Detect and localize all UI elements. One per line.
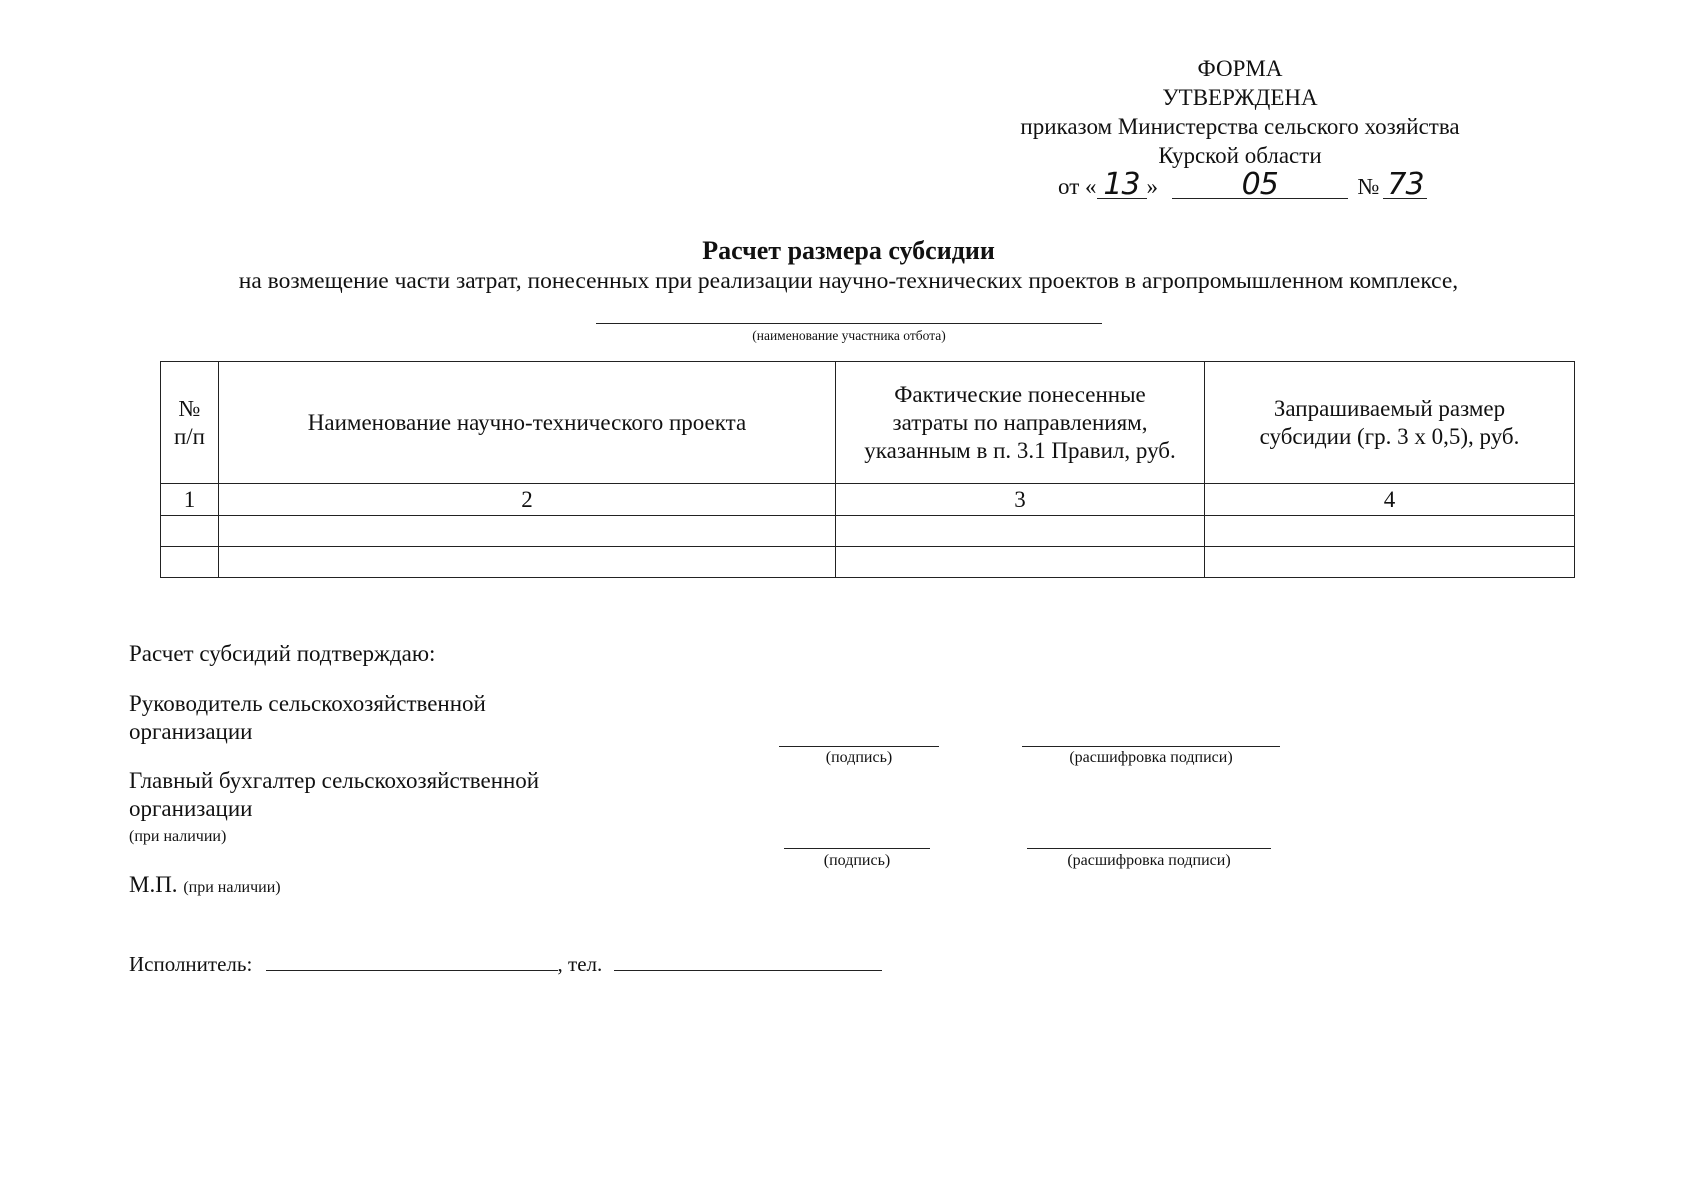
accountant-label-line2: организации [129,796,253,821]
number-prefix: № [1357,174,1380,199]
region-line: Курской области [1158,143,1322,168]
participant-caption: (наименование участника отбота) [752,328,946,343]
accountant-label-line1: Главный бухгалтер сельскохозяйственной [129,768,540,793]
table-row [161,547,1575,578]
column-number: 4 [1205,484,1575,516]
document-subtitle: на возмещение части затрат, понесенных при реализации научно-технических проектов в агропромышленном комплексе, [238,268,1459,294]
accountant-if-any: (при наличии) [129,828,227,845]
head-label-line1: Руководитель сельскохозяйственной [129,691,486,716]
executor-field[interactable] [266,950,558,971]
approval-number: 73 [1383,172,1427,199]
table-cell [1205,547,1575,578]
header-requested-subsidy: Запрашиваемый размер субсидии (гр. 3 х 0,5), руб. [1205,362,1575,484]
phone-field[interactable] [614,950,882,971]
table-cell [161,516,219,547]
approval-month: 05 [1172,172,1348,199]
form-label: ФОРМА [1197,56,1283,81]
header-actual-costs: Фактические понесенные затраты по направлениям, указанным в п. 3.1 Правил, руб. [836,362,1205,484]
approval-block [980,54,1500,170]
document-title: Расчет размера субсидии [702,236,995,265]
table-cell [219,547,836,578]
header-project-name: Наименование научно-технического проекта [219,362,836,484]
head-decoding-line [1022,746,1280,747]
phone-label: , тел. [557,952,603,976]
header-number: № п/п [161,362,219,484]
head-signature-line [779,746,939,747]
accountant-decoding-caption: (расшифровка подписи) [1067,852,1231,869]
date-prefix: от « [1058,174,1097,199]
table-cell [219,516,836,547]
approval-date-line [1058,167,1427,202]
subsidy-table [160,361,1575,578]
table-cell [1205,516,1575,547]
column-number: 1 [161,484,219,516]
accountant-signature-line [784,848,930,849]
table-row [161,516,1575,547]
table-cell [836,516,1205,547]
accountant-decoding-line [1027,848,1271,849]
executor-line [129,950,882,978]
table-header-row [161,362,1575,484]
date-mid: » [1146,174,1158,199]
column-number: 3 [836,484,1205,516]
confirm-text: Расчет субсидий подтверждаю: [129,641,436,666]
head-decoding-caption: (расшифровка подписи) [1069,749,1233,766]
column-number: 2 [219,484,836,516]
column-number-row [161,484,1575,516]
table-cell [836,547,1205,578]
stamp-label: М.П. [129,872,178,897]
stamp-note: (при наличии) [183,879,281,896]
head-signature-caption: (подпись) [825,749,893,766]
order-line: приказом Министерства сельского хозяйства [1020,114,1460,139]
approved-label: УТВЕРЖДЕНА [1162,85,1318,110]
table-cell [161,547,219,578]
stamp-line [129,871,281,902]
participant-name-line [596,323,1102,324]
head-label-line2: организации [129,719,253,744]
accountant-signature-caption: (подпись) [823,852,891,869]
approval-day: 13 [1097,172,1147,199]
executor-label: Исполнитель: [129,952,253,976]
